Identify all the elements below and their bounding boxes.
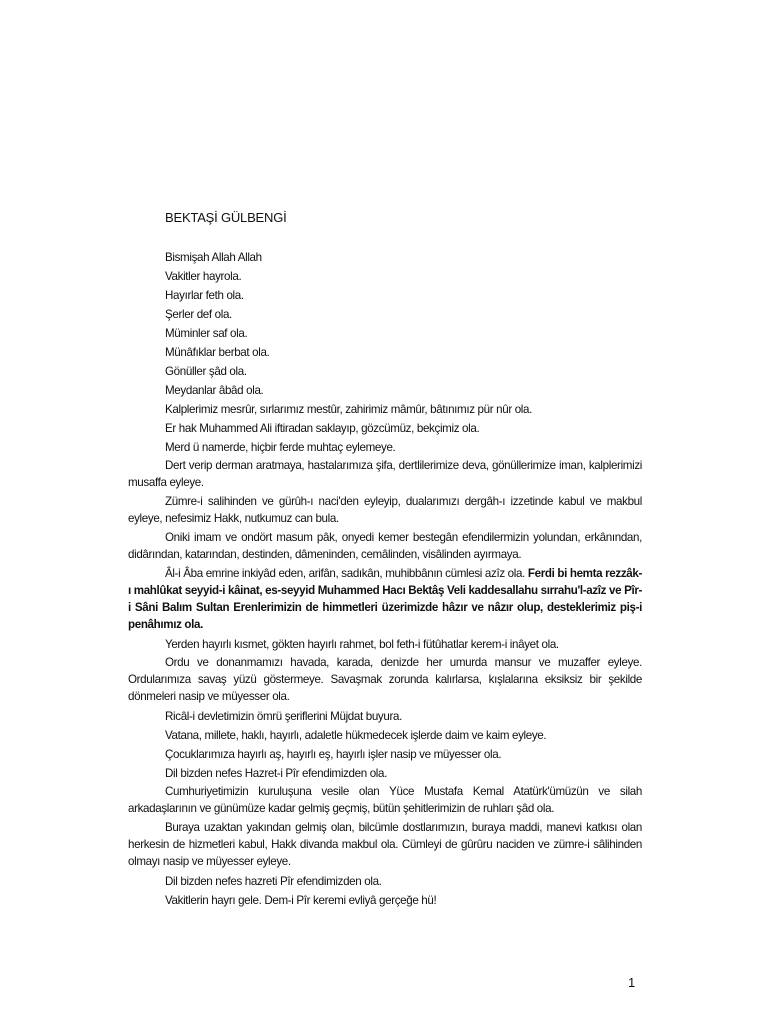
- line-6: Münâfıklar berbat ola.: [165, 346, 270, 359]
- line-3: Hayırlar feth ola.: [165, 289, 244, 302]
- paragraph-1: Dert verip derman aratmaya, hastalarımıza şifa, dertlilerimize deva, gönüllerimize iman, kalplerimizi musaffa eyleye.: [128, 459, 642, 489]
- paragraph-5: Yerden hayırlı kısmet, gökten hayırlı rahmet, bol feth-i fütûhatlar kerem-i inâyet ola.: [165, 638, 559, 651]
- paragraph-4: [128, 565, 642, 633]
- paragraph-2: Zümre-i salihinden ve gürûh-ı naci'den eyleyip, dualarımızı dergâh-ı izzetinde kabul ve makbul eyleye, nefesimiz Hakk, nutkumuz can bula.: [128, 495, 642, 525]
- paragraph-8: Vatana, millete, haklı, hayırlı, adaletle hükmedecek işlerde daim ve kaim eyleye.: [165, 729, 547, 742]
- line-2: Vakitler hayrola.: [165, 270, 242, 283]
- paragraph-4-bold: Ferdi bi hemta rezzâk-ı mahlûkat seyyid-i kâinat, es-seyyid Muhammed Hacı Bektâş Veli kaddesallahu sırrahu'l-azîz ve Pîr-i Sâni Balım Sultan Erenlerimizin de himmetleri üzerimizde hâzır ve nâzır olup, desteklerimiz piş-i penâhımız ola.: [128, 567, 642, 631]
- paragraph-14: Vakitlerin hayrı gele. Dem-i Pîr keremi evliyâ gerçeğe hü!: [165, 894, 437, 907]
- line-1: Bismişah Allah Allah: [165, 251, 262, 264]
- line-10: Er hak Muhammed Ali iftiradan saklayıp, gözcümüz, bekçimiz ola.: [165, 422, 480, 435]
- paragraph-4-regular: Âl-i Âba emrine inkiyâd eden, arifân, sadıkân, muhibbânın cümlesi azîz ola.: [165, 567, 525, 580]
- line-9: Kalplerimiz mesrûr, sırlarımız mestûr, zahirimiz mâmûr, bâtınımız pür nûr ola.: [165, 403, 532, 416]
- document-title: BEKTAŞİ GÜLBENGİ: [165, 210, 287, 225]
- paragraph-7: Ricâl-i devletimizin ömrü şeriflerini Müjdat buyura.: [165, 710, 402, 723]
- paragraph-13: Dil bizden nefes hazreti Pîr efendimizden ola.: [165, 875, 382, 888]
- paragraph-3: Oniki imam ve ondört masum pâk, onyedi kemer bestegân efendilermizin yolundan, erkânından, didârından, katarından, destinden, dâmeninden, cemâlinden, visâlinden ayırmaya.: [128, 531, 642, 561]
- page-number: 1: [628, 975, 636, 990]
- line-8: Meydanlar âbâd ola.: [165, 384, 264, 397]
- document-body: [128, 248, 642, 910]
- paragraph-10: Dil bizden nefes Hazret-i Pîr efendimizden ola.: [165, 767, 387, 780]
- paragraph-6: Ordu ve donanmamızı havada, karada, denizde her umurda mansur ve muzaffer eyleye. Ordularımıza savaş yüzü göstermeye. Savaşmak zorunda kalırlarsa, kışlalarına eksiksiz bir şekilde dönmeleri nasip ve müyesser ola.: [128, 656, 642, 703]
- paragraph-12: Buraya uzaktan yakından gelmiş olan, bilcümle dostlarımızın, buraya maddi, manevi katkısı olan herkesin de hizmetleri kabul, Hakk divanda makbul ola. Cümleyi de gûrûru naciden ve zümre-i sâlihinden olmayı nasip ve müyesser eyleye.: [128, 821, 642, 868]
- paragraph-9: Çocuklarımıza hayırlı aş, hayırlı eş, hayırlı işler nasip ve müyesser ola.: [165, 748, 502, 761]
- line-7: Gönüller şâd ola.: [165, 365, 247, 378]
- line-4: Şerler def ola.: [165, 308, 232, 321]
- paragraph-11: Cumhuriyetimizin kuruluşuna vesile olan Yüce Mustafa Kemal Atatürk'ümüzün ve silah arkadaşlarının ve günümüze kadar gelmiş geçmiş, bütün şehitlerimizin de ruhları şâd ola.: [128, 785, 642, 815]
- line-5: Müminler saf ola.: [165, 327, 248, 340]
- line-11: Merd ü namerde, hiçbir ferde muhtaç eylemeye.: [165, 441, 396, 454]
